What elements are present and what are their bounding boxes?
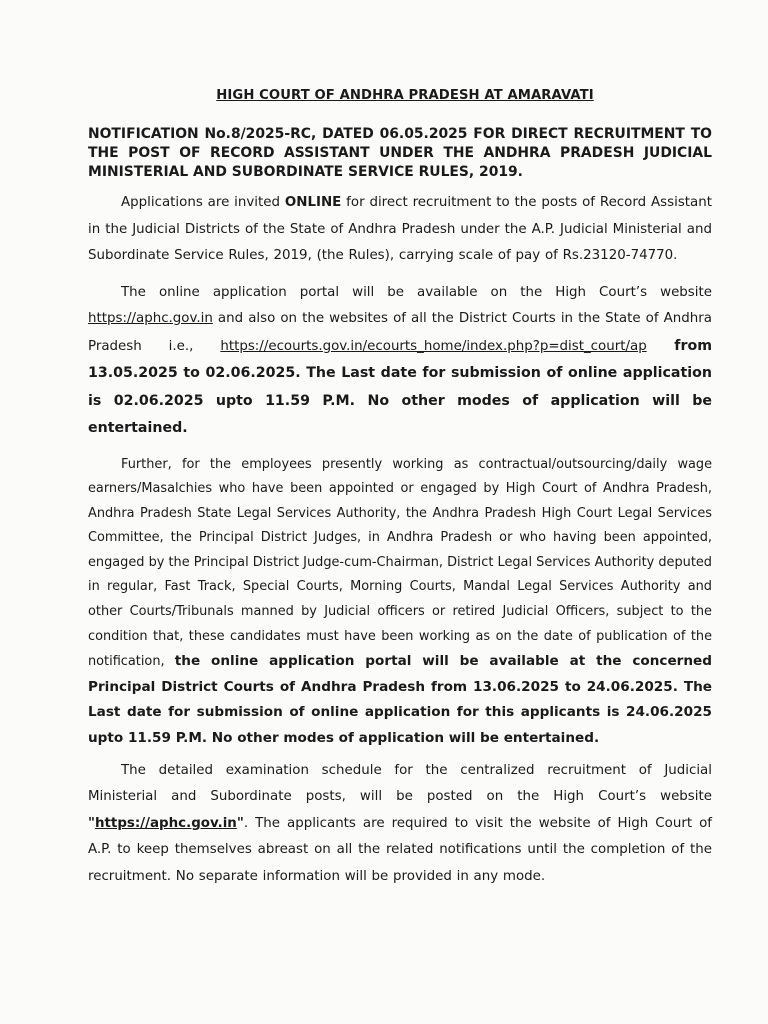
para1-text-2: for direct recruitment to the posts of Record Assistant in the Judicial Districts of the State of Andhra Pradesh under the A.P. Judicial Ministerial and Subordinate Service Rules, 2019, (the Rules), carrying scale of pay of Rs.23120-74770. (88, 195, 712, 263)
para2-text-1: The online application portal will be available on the High Court’s website (121, 284, 712, 300)
paragraph-portal-availability (88, 280, 712, 443)
paragraph-applications-invited (88, 190, 712, 270)
para3-dates-bold: the online application portal will be available at the concerned Principal District Courts of Andhra Pradesh from 13.06.2025 to 24.06.2025. The Last date for submission of online application for this applicants is 24.06.2025 upto 11.59 P.M. No other modes of application will be entertained. (88, 653, 713, 747)
para4-quote-close: " (236, 815, 244, 831)
ecourts-website-link[interactable]: https://ecourts.gov.in/ecourts_home/index.php?p=dist_court/ap (220, 338, 647, 354)
document-title: HIGH COURT OF ANDHRA PRADESH AT AMARAVATI (216, 88, 594, 103)
para4-text-2: . The applicants are required to visit the website of High Court of A.P. to keep themselves abreast on all the related notifications until the completion of the recruitment. No separate information will be provided in any mode. (88, 815, 712, 884)
notification-heading: NOTIFICATION No.8/2025-RC, DATED 06.05.2025 FOR DIRECT RECRUITMENT TO THE POST OF RECORD ASSISTANT UNDER THE ANDHRA PRADESH JUDICIAL MINISTERIAL AND SUBORDINATE SERVICE RULES, 2019. (88, 126, 712, 180)
para4-text-1: The detailed examination schedule for the centralized recruitment of Judicial Ministerial and Subordinate posts, will be posted on the High Court’s website (88, 762, 712, 805)
paragraph-examination-schedule (88, 758, 712, 891)
para3-text-1: Further, for the employees presently working as contractual/outsourcing/daily wage earners/Masalchies who have been appointed or engaged by High Court of Andhra Pradesh, Andhra Pradesh State Legal Services Authority, the Andhra Pradesh High Court Legal Services Committee, the Principal District Judges, in Andhra Pradesh or who having been appointed, engaged by the Principal District Judge-cum-Chairman, District Legal Services Authority deputed in regular, Fast Track, Special Courts, Morning Courts, Mandal Legal Services Authority and other Courts/Tribunals manned by Judicial officers or retired Judicial Officers, subject to the condition that, these candidates must have been working as on the date of publication of the notification, (88, 456, 712, 670)
para4-quote-open: " (88, 815, 95, 831)
para2-dates-bold: from 13.05.2025 to 02.06.2025. The Last date for submission of online application is 02.06.2025 upto 11.59 P.M. No other modes of application will be entertained. (88, 337, 713, 436)
para1-online-bold: ONLINE (284, 195, 342, 210)
aphc-website-link-2[interactable]: https://aphc.gov.in (94, 815, 237, 831)
para2-text-2: and also on the websites of all the District Courts in the State of Andhra Pradesh i.e., (88, 311, 712, 354)
para1-text-1: Applications are invited (121, 195, 285, 210)
paragraph-contractual-employees (88, 453, 712, 752)
aphc-website-link[interactable]: https://aphc.gov.in (88, 311, 213, 326)
